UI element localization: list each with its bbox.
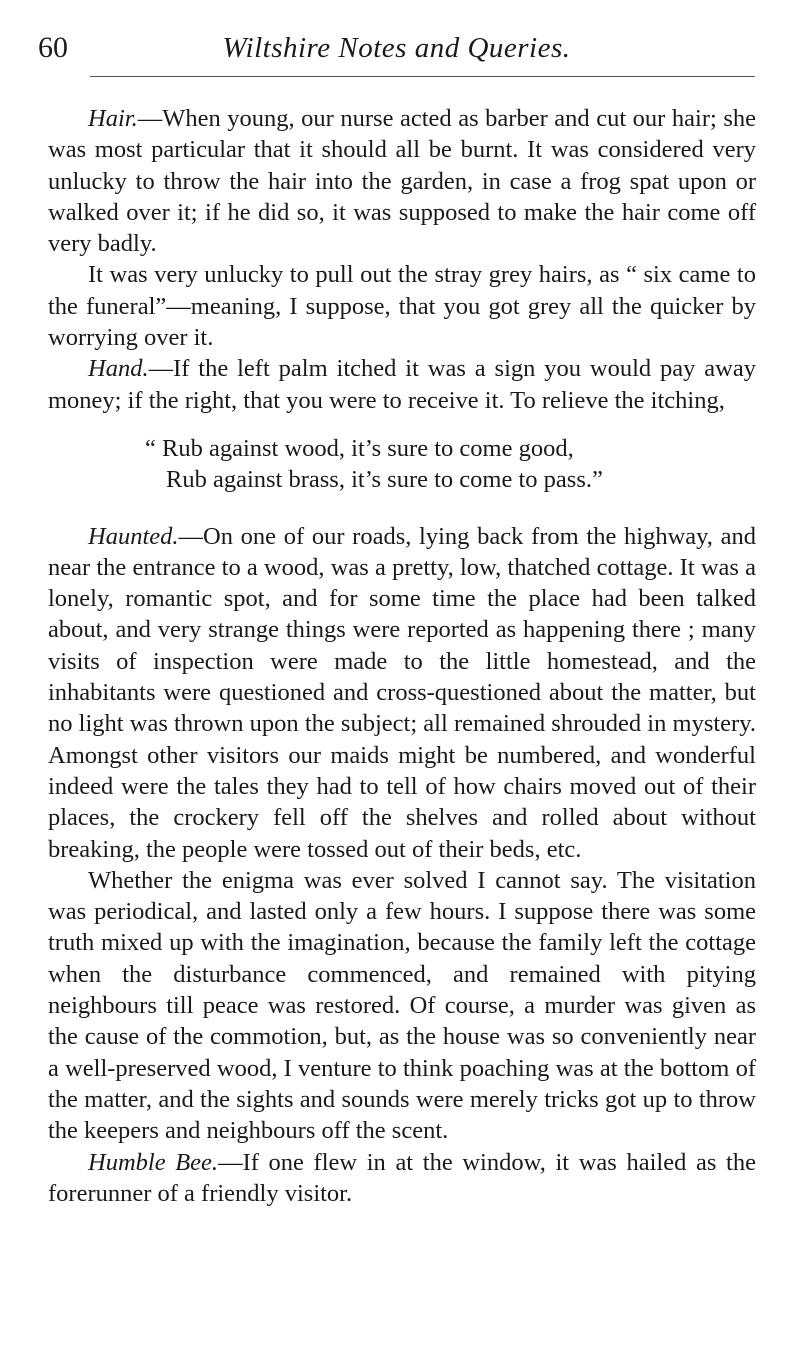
- entry-dash: —: [218, 1148, 243, 1176]
- entry-hand: [48, 353, 756, 416]
- verse-block: [48, 433, 756, 496]
- entry-humble-bee: [48, 1147, 756, 1210]
- entry-dash: —: [148, 355, 174, 383]
- entry-haunted: [48, 521, 756, 865]
- entry-text-hair-2: It was very unlucky to pull out the stray grey hairs, as “ six came to the funeral”—meaning, I suppose, that you got grey all the quicker by worrying over it.: [48, 261, 756, 352]
- entry-text-humble-bee: If one flew in at the window, it was hailed as the forerunner of a friendly visitor.: [48, 1148, 756, 1207]
- page-header: [38, 30, 755, 70]
- entry-term-hair: Hair.: [88, 105, 138, 132]
- entry-text-hair: When young, our nurse acted as barber and cut our hair; she was most particular that it should all be burnt. It was considered very unlucky to throw the hair into the garden, in case a frog spat upon or walked over it; if he did so, it was supposed to make the hair come off very badly.: [48, 105, 756, 258]
- running-title: Wiltshire Notes and Queries.: [222, 32, 571, 64]
- verse-line: Rub against brass, it’s sure to come to pass.”: [166, 466, 603, 494]
- verse-line: “ Rub against wood, it’s sure to come good,: [145, 434, 574, 462]
- entry-haunted-continued: [48, 865, 756, 1147]
- entry-term-hand: Hand.: [88, 355, 149, 383]
- entry-text-haunted: On one of our roads, lying back from the highway, and near the entrance to a wood, was a pretty, low, thatched cottage. It was a lonely, romantic spot, and for some time the place had been talked about, and very strange things were reported as happening there ; many visits of inspection were made to the little homestead, and the inhabitants were questioned and cross-questioned about the matter, but no light was thrown upon the subject; all remained shrouded in mystery. Amongst other visitors our maids might be numbered, and wonderful indeed were the tales they had to tell of how chairs moved out of their places, the crockery fell off the shelves and rolled about without breaking, the people were tossed out of their beds, etc.: [48, 522, 756, 863]
- entry-hair: [48, 103, 756, 259]
- entry-text-hand: If the left palm itched it was a sign you would pay away money; if the right, that you were to receive it. To relieve the itching,: [48, 355, 756, 414]
- page-number: 60: [38, 31, 68, 64]
- header-rule: [90, 76, 755, 77]
- page-body: [48, 103, 756, 1209]
- entry-dash: —: [178, 522, 203, 550]
- entry-term-haunted: Haunted.: [88, 522, 179, 550]
- entry-hair-continued: [48, 259, 756, 353]
- entry-dash: —: [137, 105, 163, 132]
- entry-term-humble-bee: Humble Bee.: [88, 1148, 219, 1176]
- entry-text-haunted-2: Whether the enigma was ever solved I cannot say. The visitation was periodical, and lasted only a few hours. I suppose there was some truth mixed up with the imagination, because the family left the cottage when the disturbance commenced, and remained with pitying neighbours till peace was restored. Of course, a murder was given as the cause of the commotion, but, as the house was so conveniently near a well-preserved wood, I venture to think poaching was at the bottom of the matter, and the sights and sounds were merely tricks got up to throw the keepers and neighbours off the scent.: [48, 866, 756, 1145]
